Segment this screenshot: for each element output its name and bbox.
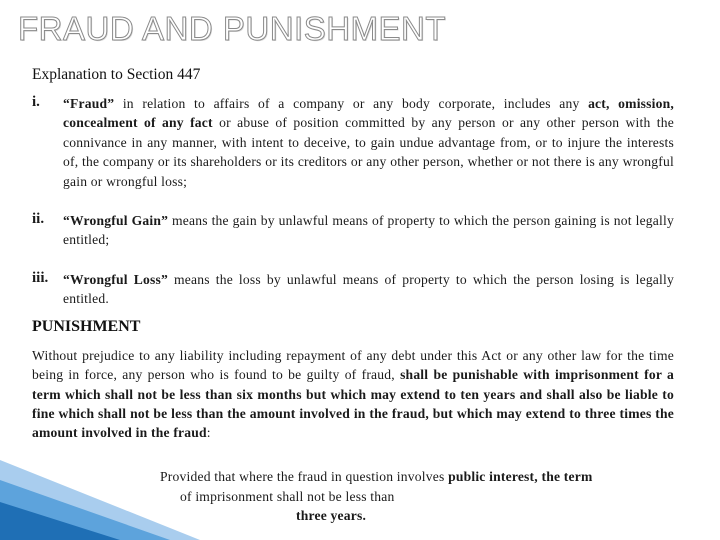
list-number: ii. — [32, 211, 45, 228]
defined-term: “Wrongful Gain” — [63, 213, 169, 229]
decorative-blue-stripes — [0, 440, 200, 540]
slide-title: FRAUD AND PUNISHMENT — [18, 10, 447, 47]
proviso-paragraph: Provided that where the fraud in question involves public interest, the term of imprisonment shall not be less than three years. — [160, 469, 593, 523]
defined-term: “Wrongful Loss” — [63, 271, 168, 287]
defined-term: “Fraud” — [63, 96, 115, 111]
list-number: i. — [32, 94, 40, 110]
section-subtitle: Explanation to Section 447 — [32, 66, 201, 83]
definition-wrongful-loss — [32, 270, 674, 309]
definition-text: “Wrongful Gain” means the gain by unlawful means of property to which the person gaining is not legally entitled; — [63, 213, 674, 248]
definition-list — [32, 94, 674, 309]
list-number: iii. — [32, 269, 49, 286]
punishment-heading: PUNISHMENT — [32, 318, 141, 335]
definition-wrongful-gain — [32, 211, 674, 250]
definition-text: “Fraud” in relation to affairs of a company or any body corporate, includes any act, omission, concealment of any fact or abuse of position committed by any person or any other person with the connivance in any manner, with intent to deceive, to gain undue advantage from, or to injure the interests of, the company or its shareholders or its creditors or any other person, whether or not there is any wrongful gain or wrongful loss; — [63, 96, 674, 189]
definition-fraud — [32, 94, 674, 191]
punishment-paragraph: Without prejudice to any liability including repayment of any debt under this Act or any other law for the time being in force, any person who is found to be guilty of fraud, shall be punishable with imprisonment for a term which shall not be less than six months but which may extend to ten years and shall also be liable to fine which shall not be less than the amount involved in the fraud, but which may extend to three times the amount involved in the fraud: — [32, 348, 674, 441]
definition-text: “Wrongful Loss” means the loss by unlawful means of property to which the person losing is legally entitled. — [63, 271, 674, 307]
